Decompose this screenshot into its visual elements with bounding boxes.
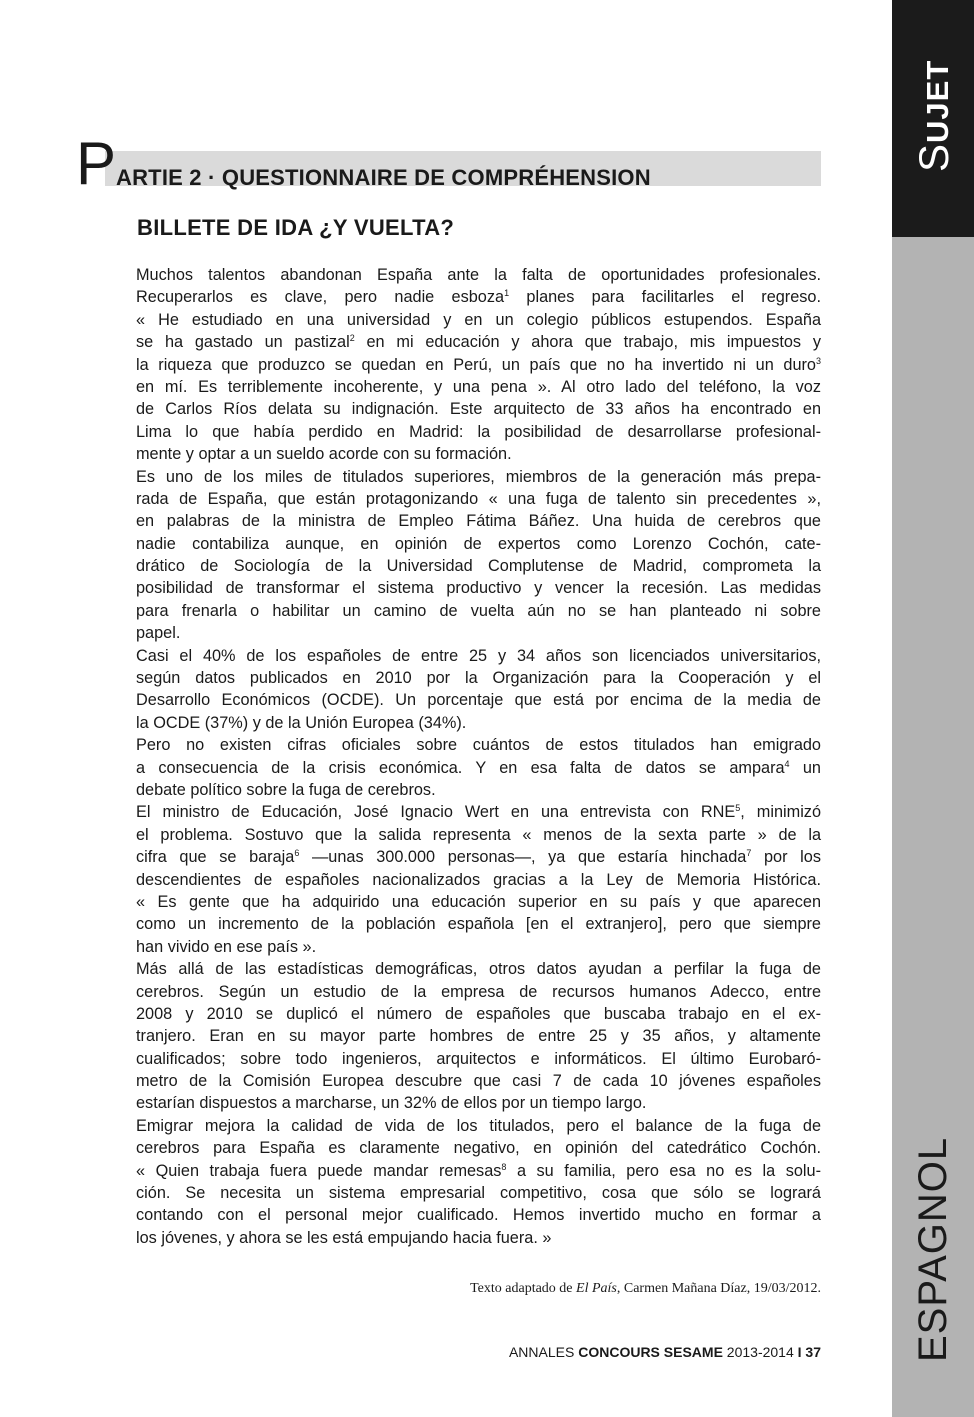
body-line: [136, 667, 821, 689]
body-text-run: drático de Sociología de la Universidad Complutense de Madrid, comprometa la: [136, 557, 821, 576]
body-line: [136, 331, 821, 353]
body-line: [136, 510, 821, 532]
body-line: [136, 577, 821, 599]
body-text-run: un: [789, 758, 821, 777]
body-line: [136, 1048, 821, 1070]
footnote-marker: 6: [294, 848, 300, 859]
body-line: [136, 421, 821, 443]
body-text-run: « Es gente que ha adquirido una educación superior en su país y que aparecen: [136, 892, 821, 911]
body-text-run: posibilidad de transformar el sistema productivo y vencer la recesión. Las medidas: [136, 579, 821, 598]
body-text-run: —unas 300.000 personas—, ya que estaría hinchada: [299, 848, 747, 867]
body-text-run: según datos publicados en 2010 por la Organización para la Cooperación y el: [136, 669, 821, 688]
body-text-run: Lima lo que había perdido en Madrid: la posibilidad de desarrollarse profesional-: [136, 422, 821, 441]
body-line: [136, 286, 821, 308]
body-text-run: papel.: [136, 624, 181, 643]
body-line: [136, 958, 821, 980]
body-line: [136, 1115, 821, 1137]
body-text-run: en mi educación y ahora que trabajo, mis impuestos y: [354, 333, 821, 352]
body-line: [136, 443, 821, 465]
body-line: [136, 936, 821, 958]
body-text-run: tranjero. Eran en su mayor parte hombres de entre 25 y 35 años, y altamente: [136, 1027, 821, 1046]
body-text-run: Recuperarlos es clave, pero nadie esboza: [136, 288, 505, 307]
body-text-run: la riqueza que produzco se quedan en Perú, un país que no ha invertido ni un duro: [136, 355, 816, 374]
body-text-run: rada de España, que están protagonizando « una fuga de talento sin precedentes »,: [136, 489, 821, 508]
body-line: [136, 398, 821, 420]
section-title: ARTIE 2 · QUESTIONNAIRE DE COMPRÉHENSION: [116, 165, 651, 190]
footer-brand: CONCOURS SESAME: [578, 1344, 723, 1360]
body-text-run: cerebros para España es claramente negativo, en opinión del catedrático Cochón.: [136, 1139, 821, 1158]
body-line: [136, 622, 821, 644]
body-line: [136, 645, 821, 667]
body-line: [136, 689, 821, 711]
body-line: [136, 757, 821, 779]
body-line: [136, 734, 821, 756]
footnote-marker: 2: [349, 333, 355, 344]
body-text-run: por los: [751, 848, 821, 867]
page-footer: ANNALES CONCOURS SESAME 2013-2014 I 37: [508, 1344, 821, 1360]
footnote-marker: 7: [746, 848, 752, 859]
body-line: [136, 533, 821, 555]
body-text-run: Más allá de las estadísticas demográficas, otros datos ayudan a perfilar la fuga de: [136, 960, 821, 979]
body-text-run: debate político sobre la fuga de cerebros.: [136, 780, 436, 799]
body-text-run: estarían dispuestos a marcharse, un 32% de ellos por un tiempo largo.: [136, 1094, 647, 1113]
body-text-run: en palabras de la ministra de Empleo Fátima Báñez. Una huida de cerebros que: [136, 512, 821, 531]
body-text-run: de Carlos Ríos delata su indignación. Este arquitecto de 33 años ha encontrado en: [136, 400, 821, 419]
body-text-run: Es uno de los miles de titulados superiores, miembros de la generación más prepa-: [136, 467, 821, 486]
body-line: [136, 488, 821, 510]
body-line: [136, 824, 821, 846]
footnote-marker: 3: [815, 355, 821, 366]
body-text-run: Pero no existen cifras oficiales sobre cuántos de estos titulados han emigrado: [136, 736, 821, 755]
body-line: [136, 913, 821, 935]
body-text-run: el problema. Sostuvo que la salida representa « menos de la sexta parte » de la: [136, 825, 821, 844]
footnote-marker: 4: [784, 758, 790, 769]
body-text-run: planes para facilitarles el regreso.: [509, 288, 821, 307]
body-line: [136, 1070, 821, 1092]
body-text-run: « He estudiado en una universidad y en un colegio públicos estupendos. España: [136, 310, 821, 329]
body-line: [136, 869, 821, 891]
body-line: [136, 1204, 821, 1226]
body-text-run: 2008 y 2010 se duplicó el número de españoles que buscaba trabajo en el ex-: [136, 1004, 821, 1023]
body-text-run: metro de la Comisión Europea descubre que casi 7 de cada 10 jóvenes españoles: [136, 1072, 821, 1091]
source-publication: El País: [576, 1281, 617, 1296]
body-text-run: a consecuencia de la crisis económica. Y en esa falta de datos se ampara: [136, 758, 785, 777]
body-line: [136, 600, 821, 622]
body-text-run: han vivido en ese país ».: [136, 937, 317, 956]
body-line: [136, 1160, 821, 1182]
body-line: [136, 309, 821, 331]
footnote-marker: 8: [501, 1161, 507, 1172]
body-line: [136, 1182, 821, 1204]
footnote-marker: 1: [504, 288, 510, 299]
page-number: I 37: [797, 1344, 821, 1360]
body-line: [136, 555, 821, 577]
body-text-run: cualificados; sobre todo ingenieros, arquitectos e informáticos. El último Eurobaró-: [136, 1049, 821, 1068]
body-text-run: nadie contabiliza aunque, en opinión de expertos como Lorenzo Cochón, cate-: [136, 534, 821, 553]
body-text-run: , minimizó: [740, 803, 822, 822]
body-text-run: a su familia, pero esa no es la solu-: [506, 1161, 821, 1180]
body-text-run: mente y optar a un sueldo acorde con su formación.: [136, 445, 512, 464]
body-line: [136, 466, 821, 488]
body-text-run: como un incremento de la población española [en el extranjero], pero que siempre: [136, 915, 821, 934]
body-line: [136, 354, 821, 376]
body-line: [136, 1137, 821, 1159]
body-text-run: para frenarla o habilitar un camino de vuelta aún no se han planteado ni sobre: [136, 601, 821, 620]
body-text-run: El ministro de Educación, José Ignacio Wert en una entrevista con RNE: [136, 803, 736, 822]
body-text-run: contando con el personal mejor cualificado. Hemos invertido mucho en formar a: [136, 1206, 821, 1225]
body-text-run: Muchos talentos abandonan España ante la falta de oportunidades profesionales.: [136, 266, 821, 284]
body-text-run: « Quien trabaja fuera puede mandar remesas: [136, 1161, 502, 1180]
body-text-run: ción. Se necesita un sistema empresarial competitivo, cosa que sólo se logrará: [136, 1184, 821, 1203]
body-text-run: la OCDE (37%) y de la Unión Europea (34%).: [136, 713, 467, 732]
body-line: [136, 1227, 821, 1249]
body-text-run: en mí. Es terriblemente incoherente, y una pena ». Al otro lado del teléfono, la voz: [136, 377, 821, 396]
sidebar-sujet-label: SUJET: [910, 59, 957, 172]
body-line: [136, 1003, 821, 1025]
body-line: [136, 801, 821, 823]
body-text-run: Emigrar mejora la calidad de vida de los titulados, pero el balance de la fuga de: [136, 1116, 821, 1135]
body-text-run: Casi el 40% de los españoles de entre 25 y 34 años son licenciados universitarios,: [136, 646, 821, 665]
footnote-marker: 5: [735, 803, 741, 814]
body-line: [136, 1025, 821, 1047]
sidebar-subject-label: ESPAGNOL: [911, 1136, 955, 1362]
body-text-run: cifra que se baraja: [136, 848, 295, 867]
body-text-run: los jóvenes, y ahora se les está empujando hacia fuera. »: [136, 1228, 552, 1247]
source-citation: Texto adaptado de El País, Carmen Mañana Díaz, 19/03/2012.: [470, 1281, 821, 1296]
body-line: [136, 891, 821, 913]
body-text-run: descendientes de españoles nacionalizados gracias a la Ley de Memoria Histórica.: [136, 870, 821, 889]
body-text-run: cerebros. Según un estudio de la empresa de recursos humanos Adecco, entre: [136, 982, 821, 1001]
body-text-run: Desarrollo Económicos (OCDE). Un porcentaje que está por encima de la media de: [136, 691, 821, 710]
section-title-drop-cap: P: [76, 130, 117, 197]
body-line: [136, 846, 821, 868]
body-line: [136, 1092, 821, 1114]
article-body: [136, 264, 821, 1249]
body-line: [136, 779, 821, 801]
article-title: BILLETE DE IDA ¿Y VUELTA?: [137, 215, 455, 240]
body-line: [136, 981, 821, 1003]
body-text-run: se ha gastado un pastizal: [136, 333, 350, 352]
body-line: [136, 376, 821, 398]
body-line: [136, 264, 821, 286]
body-line: [136, 712, 821, 734]
